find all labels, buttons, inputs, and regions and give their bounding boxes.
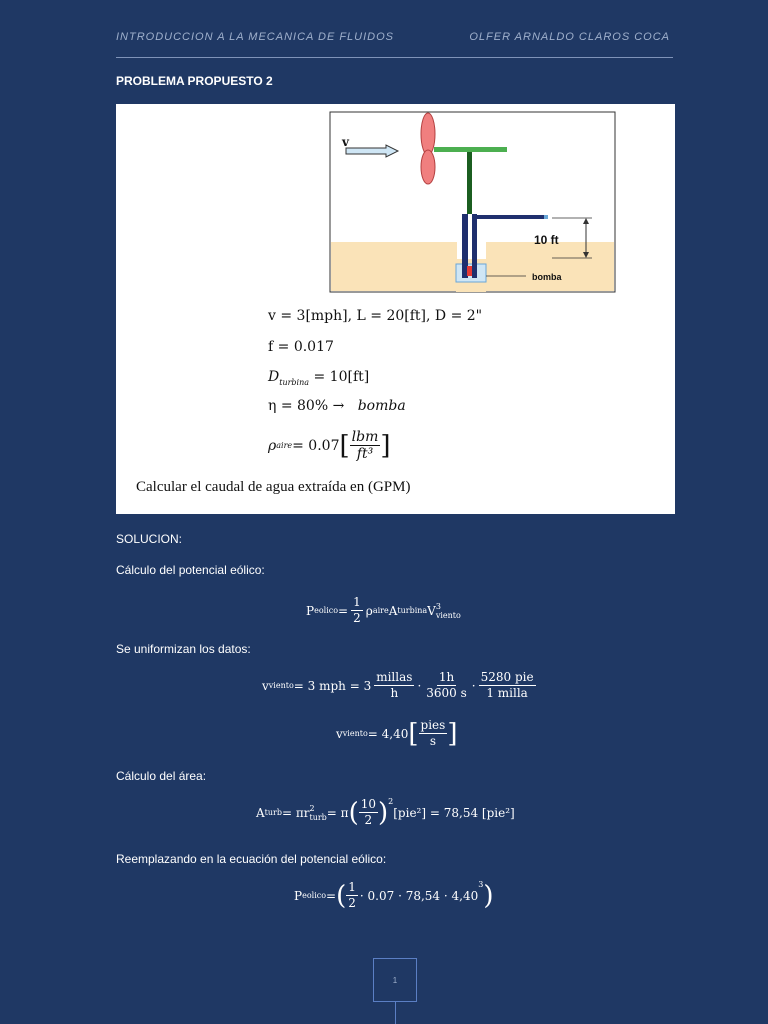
ground-right — [486, 242, 614, 291]
header-author: OLFER ARNALDO CLAROS COCA — [469, 31, 670, 43]
step-area: Cálculo del área: — [116, 769, 207, 783]
given-friction-factor: f = 0.017 — [268, 339, 334, 355]
page-number: 1 — [392, 975, 398, 985]
solution-label: SOLUCION: — [116, 532, 183, 546]
problem-title: PROBLEMA PROPUESTO 2 — [116, 74, 273, 88]
given-turbine-diameter: $D_{turbina} = 10[ft]$ — [268, 369, 370, 387]
formula-area: A turb = πr 2 turb = π ( $\frac{10}{2}$ ) $^2$ [pie²] = 78,54 [pie²] — [256, 797, 515, 828]
step-replace: Reemplazando en la ecuación del potencial eólico: — [116, 852, 387, 866]
given-velocity-length-diameter: v = 3[mph], L = 20[ft], D = 2" — [268, 308, 483, 324]
given-efficiency: η = 80% → bomba — [268, 398, 406, 414]
pump-icon — [467, 266, 472, 276]
pipe-outlet — [472, 215, 544, 219]
pump-label: bomba — [532, 272, 562, 282]
page-number-line — [395, 1002, 396, 1024]
problem-statement-image — [116, 104, 675, 514]
ground-left — [331, 242, 457, 291]
header-divider — [116, 57, 673, 58]
formula-wind-power: P eolico = $\frac{1}{2}$ ρ aire A turbina V 3 viento — [306, 595, 461, 625]
blade-top — [421, 113, 435, 155]
page-number-box — [373, 958, 417, 1002]
height-label: 10 ft — [534, 233, 559, 247]
formula-velocity-result: v viento = 4,40 [ $\frac{\text{pies}}{s}$ ] — [336, 718, 458, 749]
wind-velocity-label: v — [342, 135, 349, 149]
blade-bottom — [421, 150, 435, 184]
step-unify-data: Se uniformizan los datos: — [116, 642, 251, 656]
formula-velocity-conversion: v viento = 3 mph = 3 $\frac{\text{millas}}{h}$ · $\frac{1h}{3600 s}$ · $\frac{\text{5280 pie}}{\text{1 milla}}$ — [262, 670, 534, 700]
formula-wind-power-substituted: P eolico = ( $\frac{1}{2}$ · 0.07 · 78,54 · 4,40 $^3$ ) — [294, 880, 494, 911]
given-air-density: ρ aire = 0.07 [ lbm ft³ ] — [268, 429, 391, 462]
header-course-title: INTRODUCCION A LA MECANICA DE FLUIDOS — [116, 31, 395, 43]
step-wind-potential: Cálculo del potencial eólico: — [116, 563, 265, 577]
problem-question: Calcular el caudal de agua extraída en (GPM) — [136, 479, 411, 495]
rotor-shaft — [434, 147, 507, 152]
tower — [467, 152, 472, 214]
pipe-right — [472, 214, 477, 278]
